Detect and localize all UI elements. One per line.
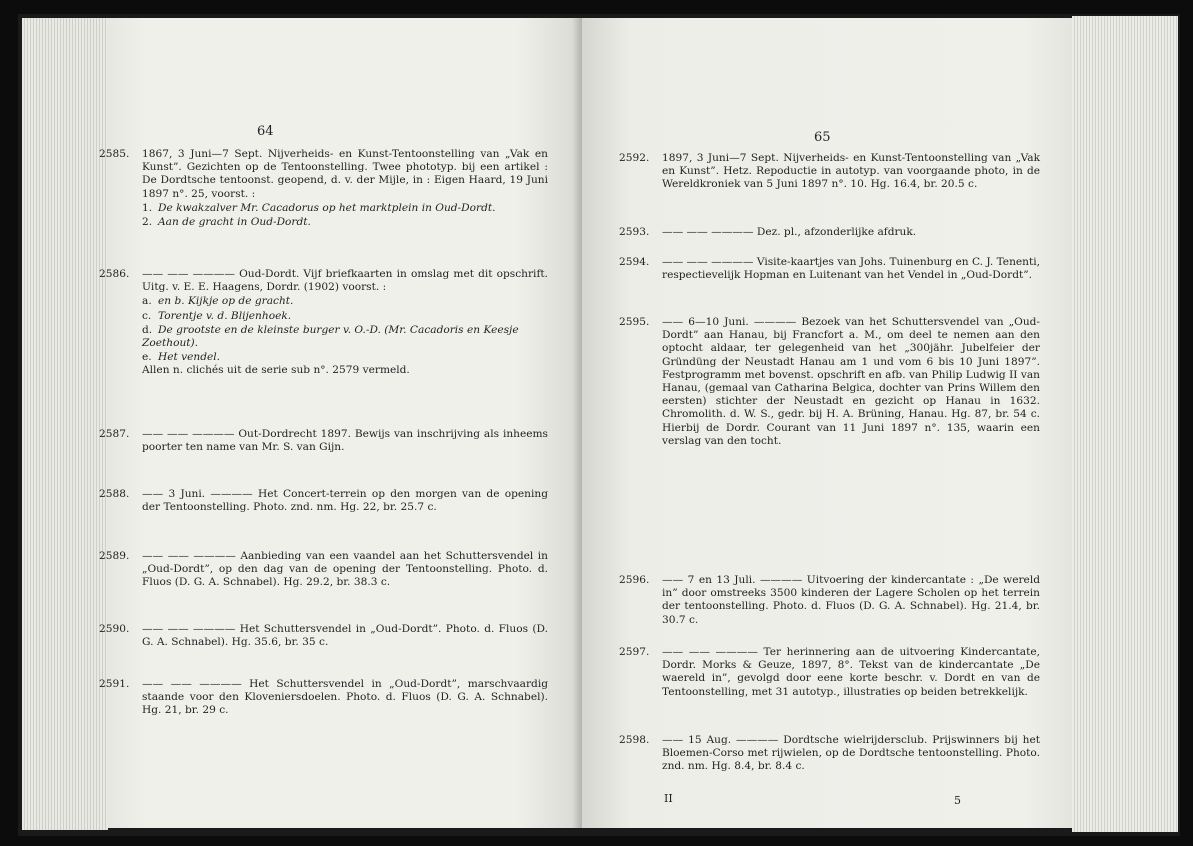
catalog-entry bbox=[99, 428, 548, 454]
catalog-entry bbox=[619, 256, 1041, 282]
entry-text: —— —— ———— Oud-Dordt. Vijf briefkaarten in omslag met dit opschrift. Uitg. v. E. E. Haagens, Dordr. (1902) voorst. : bbox=[142, 268, 548, 294]
catalog-entry bbox=[99, 148, 548, 229]
item-label: c. bbox=[142, 309, 152, 322]
item-label: e. bbox=[142, 351, 152, 364]
entry-number: 2587. bbox=[99, 428, 130, 440]
page-number: 64 bbox=[257, 124, 274, 139]
entry-text: —— —— ———— Aanbieding van een vaandel aan het Schuttersvendel in „Oud-Dordt”, op den dag van de opening der Tentoonstelling. Photo. d. Fluos (D. G. A. Schnabel). Hg. 29.2, br. 38.3 c. bbox=[142, 550, 548, 589]
entry-number: 2592. bbox=[619, 152, 650, 164]
item-label: 2. bbox=[142, 216, 153, 229]
page-edges-left bbox=[22, 18, 108, 830]
entry-text: —— 3 Juni. ———— Het Concert-terrein op den morgen van de opening der Tentoonstelling. Photo. znd. nm. Hg. 22, br. 25.7 c. bbox=[142, 488, 548, 514]
entry-text: —— —— ———— Het Schuttersvendel in „Oud-Dordt”, marschvaardig staande voor den Kloveniersdoelen. Photo. d. Fluos (D. G. A. Schnabel). Hg. 21, br. 29 c. bbox=[142, 678, 548, 717]
entry-text: —— 6—10 Juni. ———— Bezoek van het Schuttersvendel van „Oud-Dordt” aan Hanau, bij Francfort a. M., om deel te nemen aan den optocht aldaar, ter gelegenheid van het „300jähr. Jubelfeier der Gründüng der Neustadt Hanau am 1 und vom 6 bis 10 Juni 1897”. Festprogramm met bovenst. opschrift en afb. van Philip Ludwig II van Hanau, (gemaal van Catharina Belgica, dochter van Prins Willem den eersten) stichter der Neustadt en gezicht op Hanau in 1632. Chromolith. d. W. S., gedr. bij H. A. Brüning, Hanau. Hg. 87, br. 54 c. Hierbij de Dordr. Courant van 11 Juni 1897 n°. 135, waarin een verslag van den tocht. bbox=[662, 316, 1040, 447]
entry-text: —— 15 Aug. ———— Dordtsche wielrijdersclub. Prijswinners bij het Bloemen-Corso met rijwielen, op de Dordtsche tentoonstelling. Photo. znd. nm. Hg. 8.4, br. 8.4 c. bbox=[662, 734, 1040, 773]
catalog-entry bbox=[619, 316, 1040, 448]
entry-text: —— —— ———— Out-Dordrecht 1897. Bewijs van inschrijving als inheems poorter ten name van Mr. S. van Gijn. bbox=[142, 428, 548, 454]
item-label: d. bbox=[142, 323, 153, 336]
entry-number: 2585. bbox=[99, 148, 130, 160]
catalog-entry bbox=[99, 623, 548, 649]
entry-number: 2586. bbox=[99, 268, 130, 280]
item-text: en b. Kijkje op de gracht. bbox=[158, 295, 294, 308]
catalog-entry bbox=[99, 488, 548, 514]
left-page bbox=[99, 18, 582, 828]
entry-number: 2589. bbox=[99, 550, 130, 562]
item-text: De kwakzalver Mr. Cacadorus op het marktplein in Oud-Dordt. bbox=[158, 201, 496, 214]
entry-number: 2593. bbox=[619, 226, 650, 238]
item-text: De grootste en de kleinste burger v. O.-D. (Mr. Cacadoris en Keesje Zoethout). bbox=[142, 323, 519, 350]
entry-number: 2597. bbox=[619, 646, 650, 658]
page-edges-right bbox=[1072, 16, 1178, 832]
signature-mark: II bbox=[664, 792, 673, 805]
page-number: 65 bbox=[814, 130, 831, 145]
entry-text: 1867, 3 Juni—7 Sept. Nijverheids- en Kunst-Tentoonstelling van „Vak en Kunst”. Gezichten op de Tentoonstelling. Twee phototyp. bij een artikel : De Dordtsche tentoonst. geopend, d. v. der Mijle, in : Eigen Haard, 19 Juni 1897 n°. 25, voorst. : bbox=[142, 148, 548, 200]
entry-number: 2591. bbox=[99, 678, 130, 690]
catalog-entry bbox=[99, 550, 548, 590]
item-text: Het vendel. bbox=[158, 351, 221, 364]
catalog-entry bbox=[619, 646, 1040, 699]
catalog-entry bbox=[99, 678, 548, 718]
entry-number: 2590. bbox=[99, 623, 130, 635]
catalog-entry bbox=[619, 734, 1040, 774]
entry-number: 2588. bbox=[99, 488, 130, 500]
item-text: Aan de gracht in Oud-Dordt. bbox=[158, 216, 311, 229]
catalog-entry bbox=[99, 268, 548, 378]
item-label: 1. bbox=[142, 201, 153, 214]
catalog-entry bbox=[619, 226, 1040, 239]
entry-number: 2596. bbox=[619, 574, 650, 586]
entry-text: —— 7 en 13 Juli. ———— Uitvoering der kindercantate : „De wereld in” door omstreeks 3500 kinderen der Lagere Scholen op het terrein der tentoonstelling. Photo. d. Fluos (D. G. A. Schnabel). Hg. 21.4, br. 30.7 c. bbox=[662, 574, 1040, 626]
right-page bbox=[582, 18, 1072, 828]
entry-text: —— —— ———— Het Schuttersvendel in „Oud-Dordt”. Photo. d. Fluos (D. G. A. Schnabel). Hg. 35.6, br. 35 c. bbox=[142, 623, 548, 649]
entry-number: 2594. bbox=[619, 256, 650, 268]
catalog-entry bbox=[619, 574, 1040, 627]
entry-text: —— —— ———— Visite-kaartjes van Johs. Tuinenburg en C. J. Tenenti, respectievelijk Hopman en Luitenant van het Vendel in „Oud-Dordt”. bbox=[662, 256, 1041, 282]
entry-number: 2598. bbox=[619, 734, 650, 746]
item-text: Torentje v. d. Blijenhoek. bbox=[158, 309, 292, 322]
entry-text: —— —— ———— Ter herinnering aan de uitvoering Kindercantate, Dordr. Morks & Geuze, 1897, 8°. Tekst van de kindercantate „De waereld in”, gevolgd door eene korte beschr. v. Dordt en van de Tentoonstelling, met 31 autotyp., illustraties op beiden betrekkelijk. bbox=[662, 646, 1040, 698]
entry-note: Allen n. clichés uit de serie sub n°. 2579 vermeld. bbox=[142, 364, 410, 377]
entry-text: 1897, 3 Juni—7 Sept. Nijverheids- en Kunst-Tentoonstelling van „Vak en Kunst”. Hetz. Repoductie in autotyp. van voorgaande photo, in de Wereldkroniek van 5 Juni 1897 n°. 10. Hg. 16.4, br. 20.5 c. bbox=[662, 152, 1040, 191]
entry-number: 2595. bbox=[619, 316, 650, 328]
item-label: a. bbox=[142, 295, 152, 308]
entry-text: —— —— ———— Dez. pl., afzonderlijke afdruk. bbox=[662, 226, 917, 238]
catalog-entry bbox=[619, 152, 1040, 192]
signature-page-mark: 5 bbox=[954, 794, 961, 807]
